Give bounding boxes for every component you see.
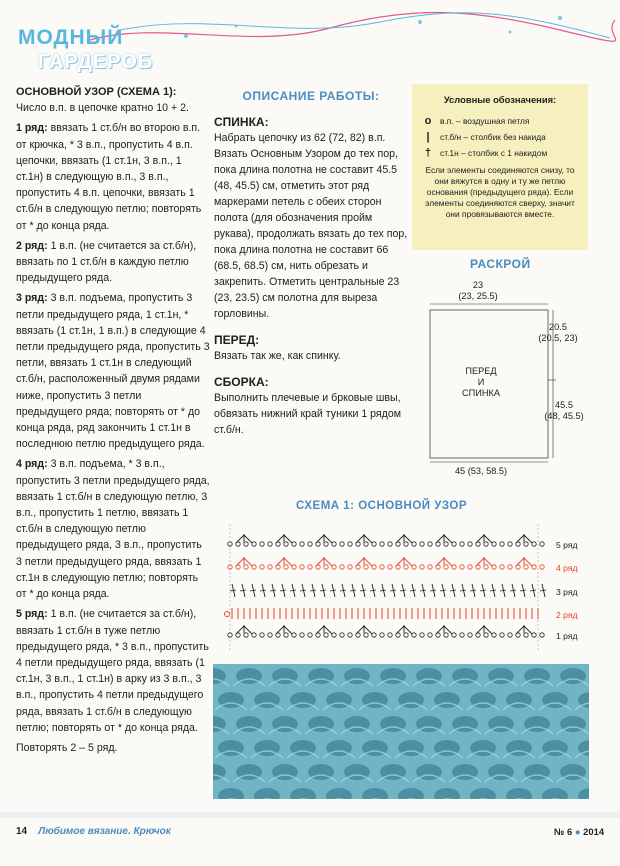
- back-text: Набрать цепочку из 62 (72, 82) в.п. Вязать Основным Узором до тех пор, пока длина полотна не составит 45.5 (48, 45.5) см, отметить этот ряд маркерами петель с обеих сторон полота (для обозначения пройм рукава), продолжать вязать до тех пор, пока длина полотна не составит 66 (68.5, 68.5) см, нить обрезать и закрепить. Отметить центральные 23 (23, 23.5) см полотна для выреза горловины.: [214, 132, 408, 320]
- footer-right: [554, 826, 604, 837]
- chain-stitch-mark: [244, 542, 248, 546]
- double-crochet-bar: [540, 590, 546, 591]
- chain-stitch-mark: [428, 565, 432, 569]
- chain-stitch-mark: [468, 565, 472, 569]
- assembly-title: СБОРКА:: [214, 375, 269, 389]
- double-crochet-icon: †: [424, 146, 432, 159]
- chain-stitch-mark: [244, 633, 248, 637]
- chain-stitch-mark: [484, 565, 488, 569]
- double-crochet-bar: [400, 590, 406, 591]
- row-5-text: 1 в.п. (не считается за ст.б/н), ввязать 1 ст.б/н в туже петлю предыдущего ряда, * 3 в.п., пропустить 4 петли предыдущего ряда, ввязать (1 ст.1н, 3 в.п., 1 ст.1н) в арку из 3 в.п., 3 в.п., пропустить 4 петли предыдущего ряда, ввязать 1 ст.б/н в следующую петлю; повторять от * до конца ряда.: [16, 608, 209, 734]
- chain-stitch-mark: [380, 565, 384, 569]
- chain-stitch-mark: [324, 542, 328, 546]
- lace-hole: [506, 788, 532, 799]
- double-crochet-bar: [470, 590, 476, 591]
- row-4-instructions: [16, 456, 210, 602]
- chain-stitch-mark: [268, 633, 272, 637]
- row-4-text: 3 в.п. подъема, * 3 в.п., пропустить 3 петли предыдущего ряда, ввязать 1 ст.б/н в следующую петлю, 3 в.п., пропустить 1 петлю, ввязать 1 ст.б/н в следующую петлю предыдущего ряда, 3 в.п., пропустить 3 петли предыдущего ряда, ввязать 1 ст.1н в следующую петлю; повторять от * до конца ряда.: [16, 458, 210, 601]
- double-crochet-bar: [520, 590, 526, 591]
- chain-stitch-mark: [492, 565, 496, 569]
- chain-stitch-mark: [268, 565, 272, 569]
- chain-stitch-mark: [284, 633, 288, 637]
- legend-label: ст.б/н – столбик без накида: [440, 131, 546, 142]
- chain-stitch-mark: [380, 633, 384, 637]
- chain-stitch-mark: [252, 633, 256, 637]
- chain-stitch-mark: [300, 565, 304, 569]
- double-crochet-bar: [460, 590, 466, 591]
- double-crochet-bar: [300, 590, 306, 591]
- chain-stitch-mark: [308, 633, 312, 637]
- chain-stitch-mark: [452, 565, 456, 569]
- double-crochet-bar: [350, 590, 356, 591]
- brand-subtitle: ГАРДЕРОБ: [38, 51, 154, 73]
- chain-stitch-mark: [444, 633, 448, 637]
- double-crochet-bar: [250, 590, 256, 591]
- row-2-label: 2 ряд:: [16, 239, 48, 252]
- chain-stitch-mark: [420, 565, 424, 569]
- work-description: [214, 88, 408, 448]
- double-crochet-bar: [510, 590, 516, 591]
- double-crochet-bar: [390, 590, 396, 591]
- top-width-label: [448, 280, 508, 302]
- chain-stitch-mark: [524, 542, 528, 546]
- row-2-instructions: [16, 238, 210, 287]
- chain-stitch-mark: [444, 565, 448, 569]
- chain-stitch-mark: [532, 542, 536, 546]
- chain-stitch-mark: [260, 565, 264, 569]
- chain-stitch-mark: [364, 633, 368, 637]
- row-label-1: 1 ряд: [556, 631, 578, 641]
- piece-label: [438, 366, 524, 399]
- side-length-label: [538, 400, 590, 422]
- row-1-label: 1 ряд:: [16, 122, 48, 135]
- top-width-sizes: (23, 25.5): [458, 291, 498, 301]
- armhole-depth-sizes: (20.5, 23): [538, 333, 578, 343]
- row-label-2: 2 ряд: [556, 610, 578, 620]
- piece-label-and: И: [477, 377, 485, 387]
- chain-stitch-mark: [404, 633, 408, 637]
- legend-label: в.п. – воздушная петля: [440, 115, 530, 126]
- chain-stitch-mark: [524, 633, 528, 637]
- chain-stitch-mark: [332, 542, 336, 546]
- top-width-value: 23: [472, 280, 484, 290]
- chain-stitch-mark: [340, 542, 344, 546]
- double-crochet-bar: [530, 590, 536, 591]
- legend-box: [412, 84, 588, 250]
- chain-stitch-mark: [388, 633, 392, 637]
- cut-pattern-title: РАСКРОЙ: [470, 257, 531, 271]
- chain-stitch-mark: [484, 633, 488, 637]
- chain-stitch-mark: [252, 565, 256, 569]
- double-crochet-bar: [490, 590, 496, 591]
- chain-stitch-mark: [428, 633, 432, 637]
- chain-stitch-mark: [324, 633, 328, 637]
- chain-stitch-mark: [380, 542, 384, 546]
- double-crochet-bar: [450, 590, 456, 591]
- legend-item-chain: [412, 113, 588, 129]
- chain-stitch-mark: [532, 565, 536, 569]
- armhole-depth-value: 20.5: [549, 322, 567, 332]
- chain-stitch-mark: [332, 565, 336, 569]
- chain-stitch-mark: [492, 633, 496, 637]
- legend-label: ст.1н – столбик с 1 накидом: [440, 147, 548, 158]
- single-crochet-icon: |: [426, 130, 430, 143]
- chain-stitch-mark: [532, 633, 536, 637]
- chain-stitch-mark: [300, 633, 304, 637]
- double-crochet-bar: [340, 590, 346, 591]
- chain-stitch-mark: [540, 542, 544, 546]
- back-title: СПИНКА:: [214, 115, 269, 129]
- chain-stitch-mark: [324, 565, 328, 569]
- chain-stitch-mark: [412, 565, 416, 569]
- piece-label-front: ПЕРЕД: [465, 366, 497, 376]
- pattern-instructions: [16, 84, 210, 756]
- footer-left: [16, 826, 171, 837]
- chain-stitch-mark: [292, 565, 296, 569]
- row-5-label: 5 ряд:: [16, 608, 48, 621]
- chain-multiple: Число в.п. в цепочке кратно 10 + 2.: [16, 102, 189, 115]
- lace-hole: [254, 788, 280, 799]
- chain-stitch-mark: [500, 565, 504, 569]
- lace-hole: [542, 788, 568, 799]
- side-length-value: 45.5: [555, 400, 573, 410]
- row-label-4: 4 ряд: [556, 563, 578, 573]
- front-text: Вязать так же, как спинку.: [214, 350, 341, 362]
- row-4-label: 4 ряд:: [16, 458, 48, 471]
- legend-title: Условные обозначения:: [443, 94, 557, 105]
- row-2-text: 1 в.п. (не считается за ст.б/н), ввязать по 1 ст.б/н в каждую петлю предыдущего ряда.: [16, 239, 197, 285]
- row-3-instructions: [16, 290, 210, 452]
- star-decoration: [184, 16, 562, 38]
- chain-stitch-mark: [404, 565, 408, 569]
- chain-stitch-mark: [332, 633, 336, 637]
- side-length-sizes: (48, 45.5): [544, 411, 584, 421]
- double-crochet-bar: [420, 590, 426, 591]
- chain-stitch-mark: [260, 542, 264, 546]
- lace-hole: [398, 788, 424, 799]
- chain-stitch-mark: [508, 542, 512, 546]
- issue-number: № 6: [554, 826, 573, 837]
- chain-stitch-mark: [484, 542, 488, 546]
- row-1-instructions: [16, 120, 210, 233]
- chain-stitch-mark: [340, 565, 344, 569]
- row-1-text: ввязать 1 ст.б/н во второю в.п. от крючка, * 3 в.п., пропустить 4 в.п. цепочки, ввязать (1 ст.1н, 3 в.п., 1 ст.1н) в следующую в.п., 3 в.п., пропустить 4 в.п. цепочки, ввязать 1 ст.б/н в следующую петлю; повторять от * до конца ряда.: [16, 122, 202, 232]
- chain-stitch-mark: [292, 542, 296, 546]
- chain-stitch-mark: [500, 633, 504, 637]
- chain-stitch-mark: [308, 565, 312, 569]
- chain-stitch-mark: [540, 565, 544, 569]
- bottom-width-label: 45 (53, 58.5): [454, 466, 508, 476]
- chain-stitch-mark: [420, 633, 424, 637]
- chain-stitch-mark: [444, 542, 448, 546]
- crochet-fabric-photo: [213, 664, 589, 799]
- chain-stitch-mark: [500, 542, 504, 546]
- row-5-instructions: [16, 606, 210, 736]
- lace-texture: [213, 664, 589, 799]
- row-label-3: 3 ряд: [556, 587, 578, 597]
- chain-stitch-mark: [300, 542, 304, 546]
- lace-hole: [578, 740, 589, 756]
- chain-stitch-mark: [468, 633, 472, 637]
- page-number: 14: [16, 826, 28, 837]
- piece-label-back: СПИНКА: [462, 388, 500, 398]
- chain-stitch-mark: [292, 633, 296, 637]
- row-3-label: 3 ряд:: [16, 292, 48, 305]
- chain-stitch-mark: [404, 542, 408, 546]
- double-crochet-bar: [360, 590, 366, 591]
- chain-stitch-mark: [452, 633, 456, 637]
- chain-stitch-mark: [428, 542, 432, 546]
- row-label-5: 5 ряд: [556, 540, 578, 550]
- chain-stitch-mark: [372, 565, 376, 569]
- turning-chain-mark: [225, 612, 230, 617]
- chain-stitch-mark: [284, 542, 288, 546]
- double-crochet-bar: [290, 590, 296, 591]
- double-crochet-bar: [260, 590, 266, 591]
- chain-stitch-mark: [452, 542, 456, 546]
- chain-stitch-mark: [244, 565, 248, 569]
- schema-title: СХЕМА 1: ОСНОВНОЙ УЗОР: [296, 500, 468, 512]
- chain-stitch-mark: [460, 633, 464, 637]
- lace-hole: [362, 788, 388, 799]
- double-crochet-bar: [240, 590, 246, 591]
- chain-stitch-mark: [540, 633, 544, 637]
- chain-stitch-mark: [508, 565, 512, 569]
- chain-stitch-mark: [348, 565, 352, 569]
- legend-note: Если элементы соединяются снизу, то они вяжутся в одну и ту же петлю основания (предыдущего ряда). Если элементы соединяются сверху, значит они провязываются вместе.: [425, 165, 575, 219]
- chain-stitch-mark: [340, 633, 344, 637]
- double-crochet-bar: [270, 590, 276, 591]
- lace-hole: [434, 788, 460, 799]
- lace-hole: [578, 788, 589, 799]
- chain-stitch-mark: [468, 542, 472, 546]
- double-crochet-bar: [440, 590, 446, 591]
- double-crochet-bar: [480, 590, 486, 591]
- issue-year: 2014: [583, 826, 605, 837]
- double-crochet-bar: [320, 590, 326, 591]
- chain-stitch-mark: [364, 542, 368, 546]
- chain-stitch-mark: [308, 542, 312, 546]
- double-crochet-bar: [500, 590, 506, 591]
- double-crochet-bar: [330, 590, 336, 591]
- chain-stitch-mark: [388, 542, 392, 546]
- chain-stitch-mark: [252, 542, 256, 546]
- chain-stitch-mark: [460, 565, 464, 569]
- chain-stitch-mark: [364, 565, 368, 569]
- lace-hole: [326, 788, 352, 799]
- chain-stitch-mark: [460, 542, 464, 546]
- chain-stitch-mark: [412, 542, 416, 546]
- instructions-title: ОСНОВНОЙ УЗОР (СХЕМА 1):: [16, 86, 177, 98]
- double-crochet-bar: [410, 590, 416, 591]
- chain-stitch-mark: [260, 633, 264, 637]
- chain-stitch-mark: [268, 542, 272, 546]
- footer-band: [0, 812, 620, 818]
- chain-stitch-mark: [372, 542, 376, 546]
- brand-title: МОДНЫЙ: [18, 26, 124, 49]
- armhole-depth-label: [530, 322, 586, 344]
- chain-stitch-mark: [420, 542, 424, 546]
- chain-stitch-mark: [524, 565, 528, 569]
- row-3-text: 3 в.п. подъема, пропустить 3 петли предыдущего ряда, 1 ст.1н, * ввязать (1 ст.1н, 1 в.п.) в следующие 4 петли предыдущего ряда, пропустить 3 петли, ввязать 1 ст.1н в следующий ст.б/н, расположенный двумя рядами ниже, пропустить 3 петли предыдущего ряда; повторять от * до конца ряда, ряд закончить 1 ст.1н в последнюю петлю предыдущего ряда.: [16, 292, 210, 451]
- magazine-name: Любимое вязание. Крючок: [38, 826, 171, 837]
- lace-hole: [470, 788, 496, 799]
- chain-stitch-mark: [372, 633, 376, 637]
- assembly-text: Выполнить плечевые и брковые швы, обвязать нижний край туники 1 рядом ст.б/н.: [214, 392, 402, 436]
- double-crochet-bar: [370, 590, 376, 591]
- double-crochet-bar: [310, 590, 316, 591]
- chain-stitch-mark: [508, 633, 512, 637]
- lace-hole: [218, 788, 244, 799]
- work-description-title: ОПИСАНИЕ РАБОТЫ:: [242, 89, 380, 103]
- chain-stitch-mark: [348, 542, 352, 546]
- chain-stitch-mark: [412, 633, 416, 637]
- chain-stitch-mark: [284, 565, 288, 569]
- chain-stitch-icon: o: [424, 114, 432, 127]
- legend-item-sc: [412, 129, 588, 145]
- chain-stitch-mark: [388, 565, 392, 569]
- front-title: ПЕРЕД:: [214, 333, 260, 347]
- double-crochet-bar: [230, 590, 236, 591]
- lace-hole: [578, 692, 589, 708]
- repeat-instruction: Повторять 2 – 5 ряд.: [16, 741, 118, 754]
- legend-item-dc: [412, 145, 588, 161]
- crochet-schema: [224, 522, 550, 654]
- lace-hole: [290, 788, 316, 799]
- bullet-icon: ●: [574, 826, 581, 837]
- chain-stitch-mark: [492, 542, 496, 546]
- chain-stitch-mark: [348, 633, 352, 637]
- double-crochet-bar: [430, 590, 436, 591]
- double-crochet-bar: [380, 590, 386, 591]
- double-crochet-bar: [280, 590, 286, 591]
